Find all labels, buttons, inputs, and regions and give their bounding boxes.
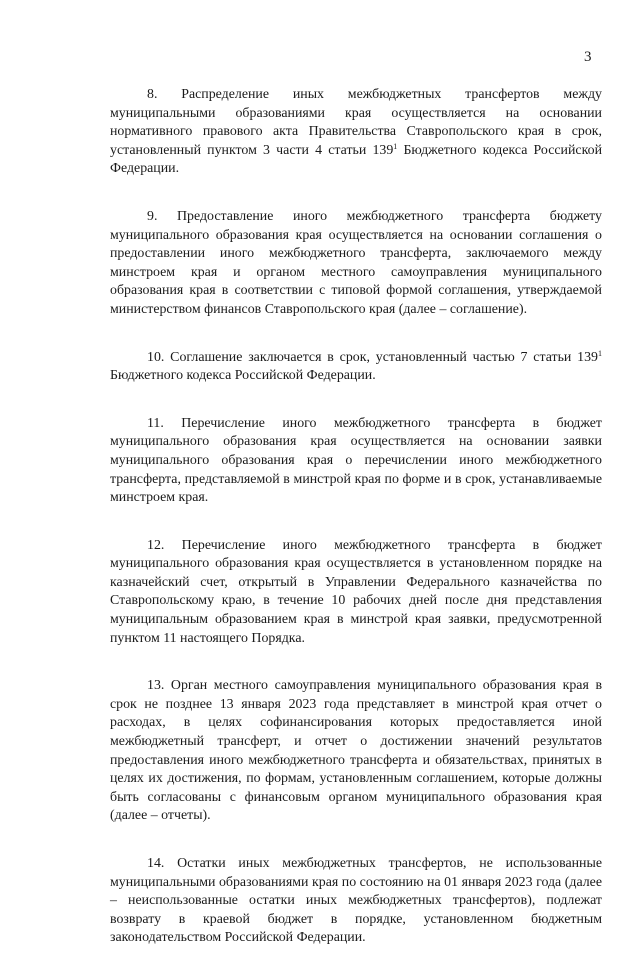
- paragraph-text: 11. Перечисление иного межбюджетного трансферта в бюджет муниципального образования края осуществляется на основании заявки муниципального образования края о перечислении иного межбюджетного трансферта, представляемой в минстрой края по форме и в срок, устанавливаемые минстроем края.: [110, 415, 602, 506]
- paragraph-text: 14. Остатки иных межбюджетных трансфертов, не использованные муниципальными образованиями края по состоянию на 01 января 2023 года (далее – неиспользованные остатки иных межбюджетных трансфертов), подлежат возврату в краевой бюджет в порядке, установленном бюджетным законодательством Российской Федерации.: [110, 856, 602, 946]
- article-superscript: 1: [598, 348, 602, 358]
- paragraph-9: [110, 208, 602, 320]
- paragraph-text: 13. Орган местного самоуправления муниципального образования края в срок не позднее 13 января 2023 года представляет в минстрой края отчет о расходах, в целях софинансирования которых предоставляется иной межбюджетный трансферт, и отчет о достижении значений результатов предоставления иного межбюджетного трансферта и обязательствах, принятых в целях их достижения, по формам, установленным соглашением, которые должны быть согласованы с финансовым органом муниципального образования края (далее – отчеты).: [110, 678, 602, 824]
- document-body: [110, 86, 602, 977]
- paragraph-12: [110, 537, 602, 649]
- paragraph-11: [110, 415, 602, 508]
- paragraph-13: [110, 677, 602, 826]
- paragraph-8: [110, 86, 602, 179]
- paragraph-text: 10. Соглашение заключается в срок, установленный частью 7 статьи 139: [147, 349, 598, 365]
- paragraph-14: [110, 855, 602, 948]
- paragraph-text: 9. Предоставление иного межбюджетного трансферта бюджету муниципального образования края осуществляется на основании соглашения о предоставлении иного межбюджетного трансферта, заключаемого между минстроем края и органом местного самоуправления муниципального образования края в соответствии с типовой формой соглашения, утверждаемой министерством финансов Ставропольского края (далее – соглашение).: [110, 208, 602, 317]
- article-superscript: 1: [393, 141, 398, 151]
- paragraph-text: Бюджетного кодекса Российской Федерации.: [110, 368, 376, 384]
- page-number: 3: [584, 49, 592, 65]
- paragraph-text: 8. Распределение иных межбюджетных трансфертов между муниципальными образованиями края осуществляется на основании нормативного правового акта Правительства Ставропольского края в срок, установленный пунктом 3 части 4 статьи 139: [110, 87, 602, 158]
- paragraph-text: Бюджетного кодекса Российской Федерации.: [110, 142, 602, 177]
- paragraph-text: 12. Перечисление иного межбюджетного трансферта в бюджет муниципального образования края осуществляется в установленном порядке на казначейский счет, открытый в Управлении Федерального казначейства по Ставропольскому краю, в течение 10 рабочих дней после дня представления муниципальным образованием края в минстрой края заявки, предусмотренной пунктом 11 настоящего Порядка.: [110, 537, 602, 646]
- paragraph-10: [110, 349, 602, 386]
